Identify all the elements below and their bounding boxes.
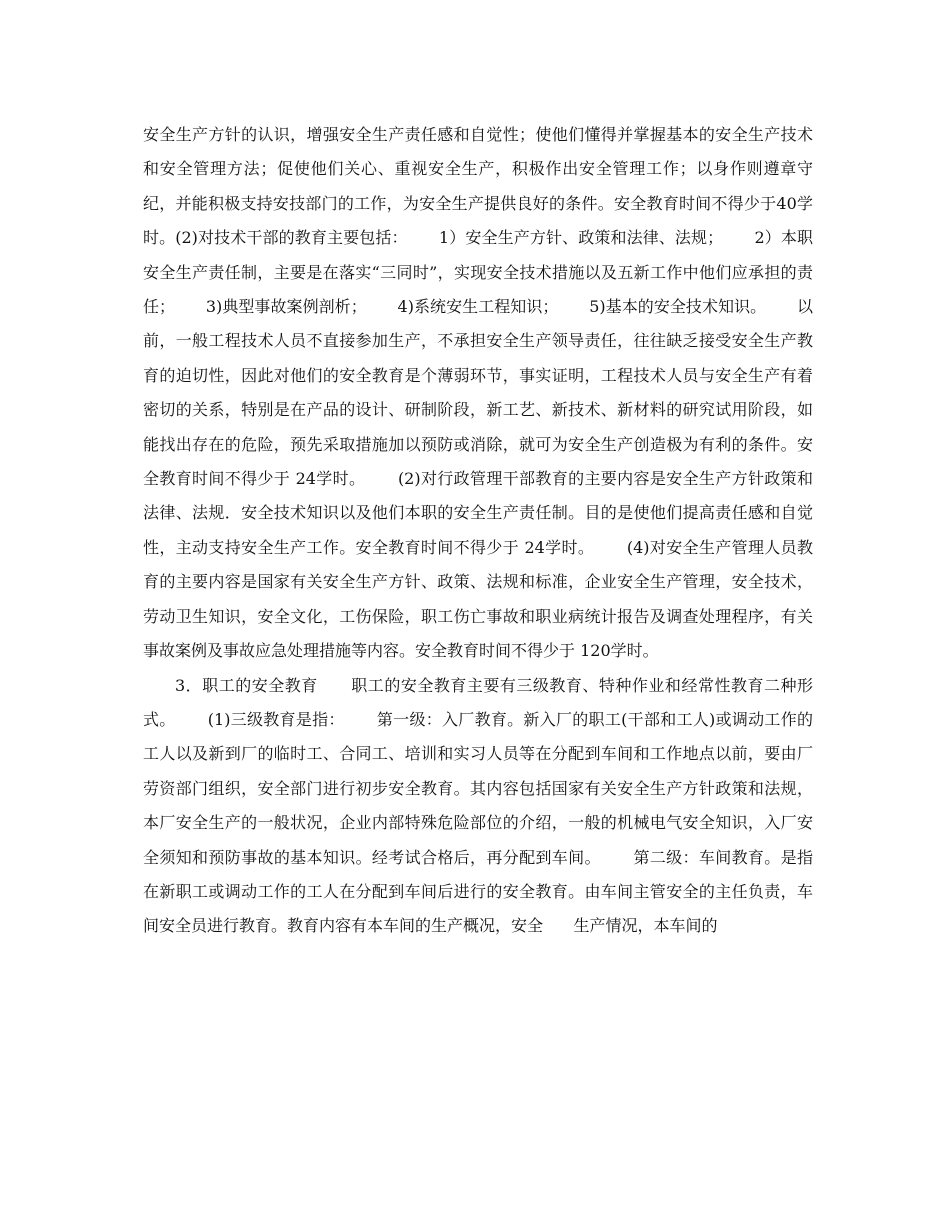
paragraph-1: 安全生产方针的认识，增强安全生产责任感和自觉性；使他们懂得并掌握基本的安全生产技术和安全管理方法；促使他们关心、重视安全生产，积极作出安全管理工作；以身作则遵章守纪，并能积极支持安技部门的工作，为安全生产提供良好的条件。安全教育时间不得少于40学时。(2)对技术干部的教育主要包括： 1）安全生产方针、政策和法律、法规； 2）本职安全生产责任制，主要是在落实“三同时”，实现安全技术措施以及五新工作中他们应承担的责任； 3)典型事故案例剖析； 4)系统安生工程知识； 5)基本的安全技术知识。 以前，一般工程技术人员不直接参加生产，不承担安全生产领导责任，往往缺乏接受安全生产教育的迫切性，因此对他们的安全教育是个薄弱环节，事实证明，工程技术人员与安全生产有着密切的关系，特别是在产品的设计、研制阶段，新工艺、新技术、新材料的研究试用阶段，如能找出存在的危险，预先采取措施加以预防或消除，就可为安全生产创造极为有利的条件。安全教育时间不得少于 24学时。 (2)对行政管理干部教育的主要内容是安全生产方针政策和法律、法规．安全技术知识以及他们本职的安全生产责任制。目的是使他们提高责任感和自觉性，主动支持安全生产工作。安全教育时间不得少于 24学时。 (4)对安全生产管理人员教育的主要内容是国家有关安全生产方针、政策、法规和标准，企业安全生产管理，安全技术，劳动卫生知识，安全文化，工伤保险，职工伤亡事故和职业病统计报告及调查处理程序，有关事故案例及事故应急处理措施等内容。安全教育时间不得少于 120学时。 [143,125,813,661]
document-body [143,118,813,944]
paragraph-2: 3．职工的安全教育 职工的安全教育主要有三级教育、特种作业和经常性教育二种形式。 (1)三级教育是指： 第一级：入厂教育。新入厂的职工(干部和工人)或调动工作的工人以及新到厂的临时工、合同工、培训和实习人员等在分配到车间和工作地点以前，要由厂劳资部门组织，安全部门进行初步安全教育。其内容包括国家有关安全生产方针政策和法规，本厂安全生产的一般状况，企业内部特殊危险部位的介绍，一般的机械电气安全知识，入厂安全须知和预防事故的基本知识。经考试合格后，再分配到车间。 第二级：车间教育。是指在新职工或调动工作的工人在分配到车间后进行的安全教育。由车间主管安全的主任负责，车间安全员进行教育。教育内容有本车间的生产概况，安全 生产情况，本车间的 [143,675,813,936]
